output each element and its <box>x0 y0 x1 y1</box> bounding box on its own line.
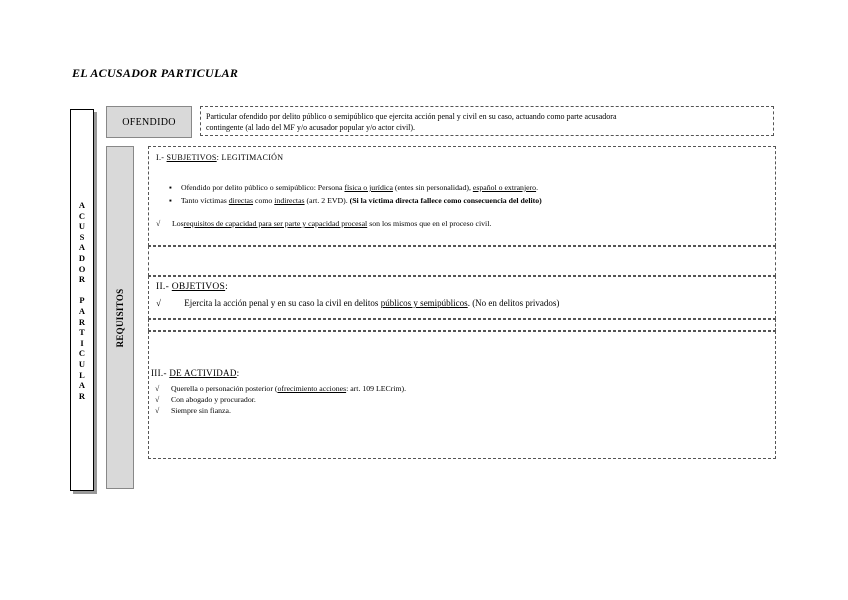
b1-link-fisica-juridica: física o jurídica <box>344 183 393 192</box>
b2-pre: Tanto víctimas <box>180 196 227 205</box>
actividad-l1-pre: Querella o personación posterior ( <box>170 384 278 393</box>
objetivos-section <box>148 276 776 319</box>
vertical-letter: A <box>78 380 86 391</box>
requisitos-bar <box>106 146 134 489</box>
vertical-letter: S <box>79 231 85 242</box>
vertical-letter: A <box>78 242 86 253</box>
b2-mid: como <box>254 196 273 205</box>
page-title: EL ACUSADOR PARTICULAR <box>72 66 239 80</box>
ofendido-desc-line-2: contingente (al lado del MF y/o acusador popular y/o actor civil). <box>206 123 416 132</box>
vertical-letter: D <box>78 252 86 263</box>
empty-row <box>148 319 776 331</box>
acusador-particular-vertical-box <box>70 109 94 491</box>
checkmark-icon: √ <box>156 298 161 308</box>
b2-link-directas: directas <box>228 196 254 205</box>
req-end: son los mismos que en el proceso civil. <box>369 219 492 228</box>
b2-link-indirectas: indirectas <box>274 196 305 205</box>
vertical-letter: T <box>79 327 85 338</box>
objetivos-link-publicos: públicos y semipúblicos <box>380 298 468 308</box>
vertical-letter: O <box>78 263 86 274</box>
actividad-l1-end: : art. 109 LECrim). <box>346 384 407 393</box>
vertical-letter: C <box>78 348 86 359</box>
vertical-letter: U <box>78 221 86 232</box>
objetivos-heading <box>156 282 228 292</box>
actividad-l3: Siempre sin fianza. <box>170 406 231 415</box>
objetivos-num: II.- <box>156 282 170 292</box>
actividad-num: III.- <box>151 368 167 378</box>
subjetivos-requisitos-line <box>156 219 491 228</box>
vertical-letter: A <box>78 200 86 210</box>
subjetivos-sep: : <box>216 153 220 162</box>
checkmark-icon: √ <box>155 406 160 415</box>
bullet-icon: ▪ <box>169 196 172 205</box>
actividad-heading <box>151 368 239 378</box>
objetivos-end: . (No en delitos privados) <box>467 298 560 308</box>
vertical-letter: A <box>78 305 86 316</box>
vertical-letter: C <box>78 210 86 221</box>
subjetivos-bullet-1 <box>169 183 538 192</box>
ofendido-desc-line-1: Particular ofendido por delito público o semipúblico que ejercita acción penal y civil en su caso, actuando como parte acusadora <box>206 112 617 121</box>
vertical-letter: P <box>79 295 85 306</box>
vertical-letter <box>71 285 93 296</box>
actividad-line-3 <box>155 406 231 415</box>
checkmark-icon: √ <box>155 384 160 393</box>
bullet-icon: ▪ <box>169 183 172 192</box>
vertical-letter: L <box>79 369 85 380</box>
vertical-letter: R <box>78 316 86 327</box>
vertical-letter: R <box>78 274 86 285</box>
objetivos-title: OBJETIVOS <box>171 282 226 292</box>
actividad-l2: Con abogado y procurador. <box>170 395 256 404</box>
actividad-sep: : <box>236 368 240 378</box>
subjetivos-title: SUBJETIVOS <box>166 153 217 162</box>
requisitos-label: REQUISITOS <box>115 288 125 347</box>
vertical-letters <box>71 200 93 401</box>
checkmark-icon: √ <box>156 219 161 228</box>
ofendido-box <box>106 106 192 138</box>
subjetivos-num: I.- <box>156 153 165 162</box>
actividad-line-1 <box>155 384 406 393</box>
req-pre: Los <box>171 219 184 228</box>
actividad-section <box>148 331 776 459</box>
vertical-letter: I <box>80 337 84 348</box>
ofendido-label: OFENDIDO <box>122 116 176 128</box>
b2-ref: (art. 2 EVD). <box>306 196 348 205</box>
req-link-capacidad: requisitos de capacidad para ser parte y capacidad procesal <box>183 219 368 228</box>
checkmark-icon: √ <box>155 395 160 404</box>
ofendido-description <box>200 106 774 136</box>
b1-end: . <box>536 183 539 192</box>
b1-pre: Ofendido por delito público o semipúblico: Persona <box>180 183 343 192</box>
subjetivos-subtitle: LEGITIMACIÓN <box>221 153 284 162</box>
subjetivos-bullet-2 <box>169 196 542 205</box>
subjetivos-section <box>148 146 776 246</box>
actividad-title: DE ACTIVIDAD <box>169 368 237 378</box>
actividad-link-ofrecimiento: ofrecimiento acciones <box>277 384 347 393</box>
vertical-letter: R <box>78 390 86 401</box>
objetivos-sep: : <box>225 282 229 292</box>
actividad-line-2 <box>155 395 256 404</box>
b1-mid: (entes sin personalidad), <box>394 183 471 192</box>
subjetivos-heading <box>156 153 283 162</box>
b1-link-espanol-extranjero: español o extranjero <box>472 183 537 192</box>
vertical-letter: U <box>78 358 86 369</box>
empty-row <box>148 246 776 276</box>
objetivos-pre: Ejercita la acción penal y en su caso la civil en delitos <box>184 298 379 308</box>
b2-bold-note: (Si la víctima directa fallece como consecuencia del delito) <box>349 196 542 205</box>
objetivos-line <box>156 298 559 308</box>
